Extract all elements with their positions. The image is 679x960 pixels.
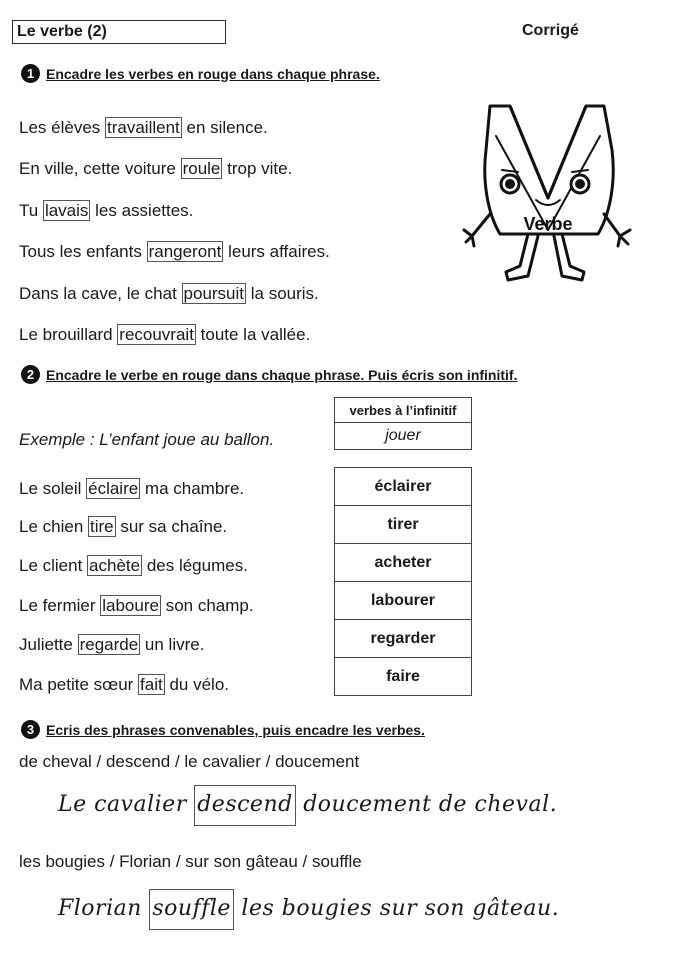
boxed-verb: travaillent <box>107 118 180 137</box>
mascot-label: Verbe <box>523 214 573 234</box>
ex2-instruction <box>21 365 517 384</box>
sentence-text: toute la vallée. <box>195 325 311 344</box>
sentence-text: Juliette <box>19 635 78 654</box>
worksheet-title: Le verbe (2) <box>12 20 226 44</box>
ex2-number: 2 <box>21 365 40 384</box>
ex3-instruction-text: Ecris des phrases convenables, puis encadre les verbes. <box>46 721 425 738</box>
infinitive-cell: regarder <box>335 620 472 658</box>
sentence-text: Tu <box>19 201 43 220</box>
boxed-verb: éclaire <box>88 479 139 498</box>
answer-text: les bougies sur son gâteau. <box>233 896 560 921</box>
ex3-word-list: de cheval / descend / le cavalier / doucement <box>19 752 360 771</box>
sentence-text: Dans la cave, le chat <box>19 284 182 303</box>
sentence-text: sur sa chaîne. <box>115 517 228 536</box>
sentence-text: Le brouillard <box>19 325 118 344</box>
ex3-handwritten-answer <box>58 896 559 921</box>
sentence-text: un livre. <box>140 635 205 654</box>
sentence-text: du vélo. <box>164 675 229 694</box>
example-answer: jouer <box>335 423 472 450</box>
boxed-verb: recouvrait <box>119 325 194 344</box>
verbe-mascot-illustration <box>462 102 634 290</box>
example-sentence: Exemple : L’enfant joue au ballon. <box>19 430 275 449</box>
infinitive-cell: tirer <box>335 506 472 544</box>
ex3-handwritten-answer <box>58 792 557 817</box>
boxed-verb: rangeront <box>148 242 222 261</box>
ex2-sentence <box>19 515 227 539</box>
ex1-sentence <box>19 199 193 223</box>
answer-text: Florian <box>58 896 150 921</box>
sentence-text: Le soleil <box>19 479 87 498</box>
sentence-text: leurs affaires. <box>223 242 330 261</box>
corrige-label: Corrigé <box>522 22 579 39</box>
sentence-text: En ville, cette voiture <box>19 159 181 178</box>
boxed-verb: lavais <box>44 201 89 220</box>
boxed-verb: laboure <box>102 596 159 615</box>
sentence-text: Tous les enfants <box>19 242 147 261</box>
infinitive-cell: éclairer <box>335 468 472 506</box>
sentence-text: son champ. <box>160 596 254 615</box>
ex2-sentence <box>19 594 254 618</box>
infinitive-cell: acheter <box>335 544 472 582</box>
ex2-sentence <box>19 673 229 697</box>
table-header: verbes à l’infinitif <box>335 398 472 423</box>
infinitive-answer-table <box>334 467 472 696</box>
ex1-sentence <box>19 116 268 140</box>
answer-text: Le cavalier <box>58 792 195 817</box>
boxed-verb: poursuit <box>183 284 245 303</box>
ex1-sentence <box>19 282 319 306</box>
sentence-text: Le client <box>19 556 88 575</box>
ex1-instruction-text: Encadre les verbes en rouge dans chaque phrase. <box>46 65 380 82</box>
ex1-sentence <box>19 323 310 347</box>
infinitive-header-table <box>334 397 472 450</box>
boxed-verb: achète <box>89 556 141 575</box>
boxed-verb: souffle <box>149 889 234 930</box>
infinitive-cell: faire <box>335 658 472 696</box>
sentence-text: des légumes. <box>142 556 248 575</box>
ex2-sentence <box>19 554 248 578</box>
sentence-text: Le fermier <box>19 596 101 615</box>
ex2-sentence <box>19 477 244 501</box>
ex1-instruction <box>21 64 380 83</box>
boxed-verb: roule <box>182 159 221 178</box>
sentence-text: ma chambre. <box>140 479 245 498</box>
boxed-verb: tire <box>90 517 114 536</box>
ex1-sentence <box>19 157 292 181</box>
ex1-sentence <box>19 240 330 264</box>
sentence-text: les assiettes. <box>90 201 194 220</box>
sentence-text: trop vite. <box>222 159 293 178</box>
sentence-text: Les élèves <box>19 118 105 137</box>
ex2-sentence <box>19 633 204 657</box>
ex3-word-list: les bougies / Florian / sur son gâteau / souffle <box>19 852 362 871</box>
ex2-instruction-text: Encadre le verbe en rouge dans chaque phrase. Puis écris son infinitif. <box>46 366 518 383</box>
boxed-verb: regarde <box>79 635 139 654</box>
sentence-text: en silence. <box>181 118 268 137</box>
infinitive-cell: labourer <box>335 582 472 620</box>
ex3-instruction <box>21 720 425 739</box>
ex1-number: 1 <box>21 64 40 83</box>
boxed-verb: descend <box>194 785 296 826</box>
sentence-text: Le chien <box>19 517 88 536</box>
answer-text: doucement de cheval. <box>295 792 558 817</box>
ex3-number: 3 <box>21 720 40 739</box>
sentence-text: Ma petite sœur <box>19 675 139 694</box>
boxed-verb: fait <box>140 675 163 694</box>
sentence-text: la souris. <box>246 284 319 303</box>
